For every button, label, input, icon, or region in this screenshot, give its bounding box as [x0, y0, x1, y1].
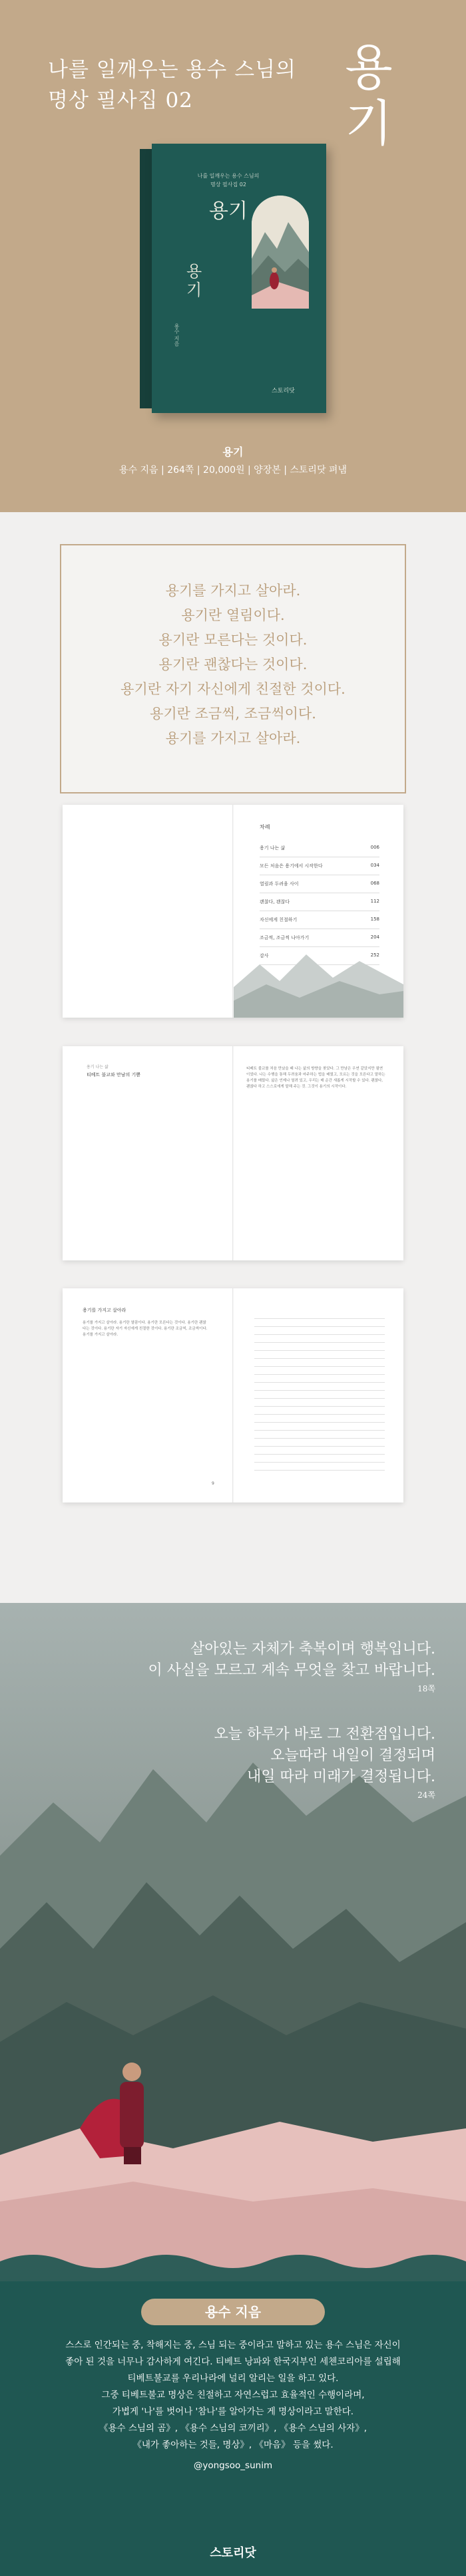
hero-subtitle: [48, 55, 296, 116]
toc-page: 034: [370, 863, 379, 868]
toc-label: 조금씩, 조금씩 나아가기: [260, 935, 310, 940]
toc-page: 068: [370, 881, 379, 886]
poem-line: 용기를 가지고 살아라.: [165, 583, 301, 599]
hero-subtitle-line2: 명상 필사집 02: [48, 88, 193, 112]
book-spread-text: [63, 1046, 403, 1260]
writing-body: 용기를 가지고 살아라. 용기란 열림이다. 용기란 모른다는 것이다. 용기란 괜찮다는 것이다. 용기란 자기 자신에게 친절한 것이다. 용기란 조금씩, 조금씩이다. 용기를 가지고 살아라.: [83, 1321, 208, 1337]
quote2-line3: 내일 따라 미래가 결정됩니다.: [247, 1769, 435, 1785]
cover-vertical-char2: 기: [186, 281, 202, 299]
quote2-page: 24쪽: [417, 1790, 435, 1800]
hero-section: [0, 0, 466, 512]
toc-item: [260, 911, 379, 929]
toc-page: 158: [370, 917, 379, 922]
cover-author: 용수 지음: [174, 323, 180, 347]
toc-item: [260, 929, 379, 947]
book-info-line: 용수 지음 | 264쪽 | 20,000원 | 양장본 | 스토리닷 펴냄: [119, 465, 347, 476]
poem-line: 용기란 괜찮다는 것이다.: [158, 656, 308, 672]
cover-subtitle-line1: 나를 일깨우는 용수 스님의: [197, 173, 260, 179]
cover-subtitle: [185, 172, 272, 189]
bio-line: 스스로 인간되는 중, 착해지는 중, 스님 되는 중이라고 말하고 있는 용수 스님은 자신이: [65, 2340, 401, 2351]
page-number: 9: [212, 1481, 214, 1486]
poem-line: 용기란 열림이다.: [181, 607, 285, 623]
hero-subtitle-line1: 나를 일깨우는 용수 스님의: [48, 58, 296, 82]
author-bio: [27, 2337, 439, 2474]
writing-heading: 용기를 가지고 살아라: [83, 1308, 126, 1313]
toc-label: 자신에게 친절하기: [260, 917, 298, 923]
spread-gutter: [232, 1288, 234, 1503]
spread-gutter: [232, 1046, 234, 1260]
book-spine: [140, 149, 153, 408]
bio-line: 가볍게 '나'를 벗어나 '참나'를 알아가는 게 명상이라고 말한다.: [112, 2406, 354, 2417]
book-cover-image: [140, 144, 326, 413]
book-spread-writing: [63, 1288, 403, 1503]
toc-list: [260, 839, 379, 965]
toc-title: 차례: [260, 824, 270, 830]
mountain-sketch-icon: [233, 948, 403, 1018]
book-title-label: 용기: [222, 446, 244, 458]
bio-line: 그중 티베트불교 명상은 친절하고 자연스럽고 효율적인 수행이라며,: [101, 2390, 365, 2400]
toc-label: 열림과 두려움 사이: [260, 881, 299, 887]
hero-title-char1: 용: [345, 39, 393, 96]
spread-left-page: [63, 1046, 233, 1260]
toc-page: 112: [370, 899, 379, 904]
writing-lines: [254, 1311, 385, 1471]
quote2-line1: 오늘 하루가 바로 그 전환점입니다.: [214, 1726, 435, 1743]
body-text: 티베트 불교를 처음 만났을 때 나는 삶의 방향을 찾았다. 그 만남은 우연 같았지만 필연이었다. 나는 수행을 통해 두려움과 마주하는 법을 배웠고, 모르는 것을 모른다고 말하는 용기를 배웠다. 삶은 언제나 열려 있고, 우리는 매 순간 새롭게 시작할 수 있다. 괜찮다, 괜찮다 하고 스스로에게 말해 주는 것. 그것이 용기의 시작이다.: [246, 1067, 385, 1089]
section-heading: 티베트 불교와 만남의 기쁨: [87, 1072, 141, 1077]
quote1-line2: 이 사실을 모르고 계속 무엇을 찾고 바랍니다.: [148, 1662, 435, 1679]
poem-line: 용기란 자기 자신에게 친절한 것이다.: [120, 681, 346, 697]
toc-page: 204: [370, 934, 379, 940]
cover-vertical-title: [186, 262, 202, 299]
spread-left-page: [63, 805, 233, 1018]
hero-title-char2: 기: [345, 95, 393, 152]
spread-left-page: [63, 1288, 233, 1503]
cover-title: 용기: [209, 200, 248, 223]
toc-label: 괜찮다, 괜찮다: [260, 899, 290, 905]
spread-right-page: [233, 805, 403, 1018]
book-spread-toc: [63, 805, 403, 1018]
author-instagram: @yongsoo_sunim: [193, 2460, 273, 2471]
toc-label: 용기 나는 삶: [260, 845, 286, 851]
bio-line: 티베트불교를 우리나라에 널리 알리는 일을 하고 있다.: [127, 2373, 339, 2384]
quote1-line1: 살아있는 자체가 축복이며 행복입니다.: [190, 1641, 435, 1657]
toc-label: 모든 처음은 용기에서 시작한다: [260, 863, 323, 869]
bio-line: 좋아 된 것을 너무나 감사하게 여긴다. 티베트 낭파와 한국지부인 세첸코리아를 설립해: [65, 2357, 401, 2367]
toc-page: 252: [370, 952, 379, 958]
poem-line: 용기란 조금씩, 조금씩이다.: [150, 706, 316, 722]
toc-item: [260, 875, 379, 893]
toc-item: [260, 857, 379, 875]
mountain-monk-illustration: [252, 196, 309, 309]
book-front-cover: [152, 144, 326, 413]
quote1-page: 18쪽: [417, 1684, 435, 1693]
toc-item: [260, 893, 379, 911]
quote2-line2: 오늘따라 내일이 결정되며: [270, 1747, 435, 1764]
quote-section: [0, 1603, 466, 2281]
cover-arch-illustration: [252, 196, 309, 309]
bio-line: 《내가 좋아하는 것들, 명상》, 《마음》 등을 썼다.: [132, 2440, 334, 2450]
toc-item: [260, 839, 379, 857]
poem-line: 용기란 모른다는 것이다.: [158, 632, 308, 648]
publisher-logo: 스토리닷: [210, 2546, 256, 2560]
toc-page: 006: [370, 845, 379, 850]
spread-gutter: [232, 805, 234, 1018]
cover-subtitle-line2: 명상 필사집 02: [210, 182, 246, 188]
spread-right-page: [233, 1046, 403, 1260]
chapter-label: 용기 나는 삶: [87, 1065, 109, 1070]
poem: [60, 579, 406, 751]
bio-line: 《용수 스님의 곰》, 《용수 스님의 코끼리》, 《용수 스님의 사자》,: [99, 2423, 367, 2434]
spread-right-page: [233, 1288, 403, 1503]
mountain-landscape-illustration: [0, 1603, 466, 2281]
author-badge: 용수 지음: [141, 2299, 325, 2325]
cover-vertical-char1: 용: [186, 262, 202, 281]
hero-title: [342, 40, 395, 152]
cover-publisher: 스토리닷: [272, 388, 295, 394]
poem-line: 용기를 가지고 살아라.: [165, 730, 301, 746]
toc-label: 감사: [260, 953, 269, 958]
